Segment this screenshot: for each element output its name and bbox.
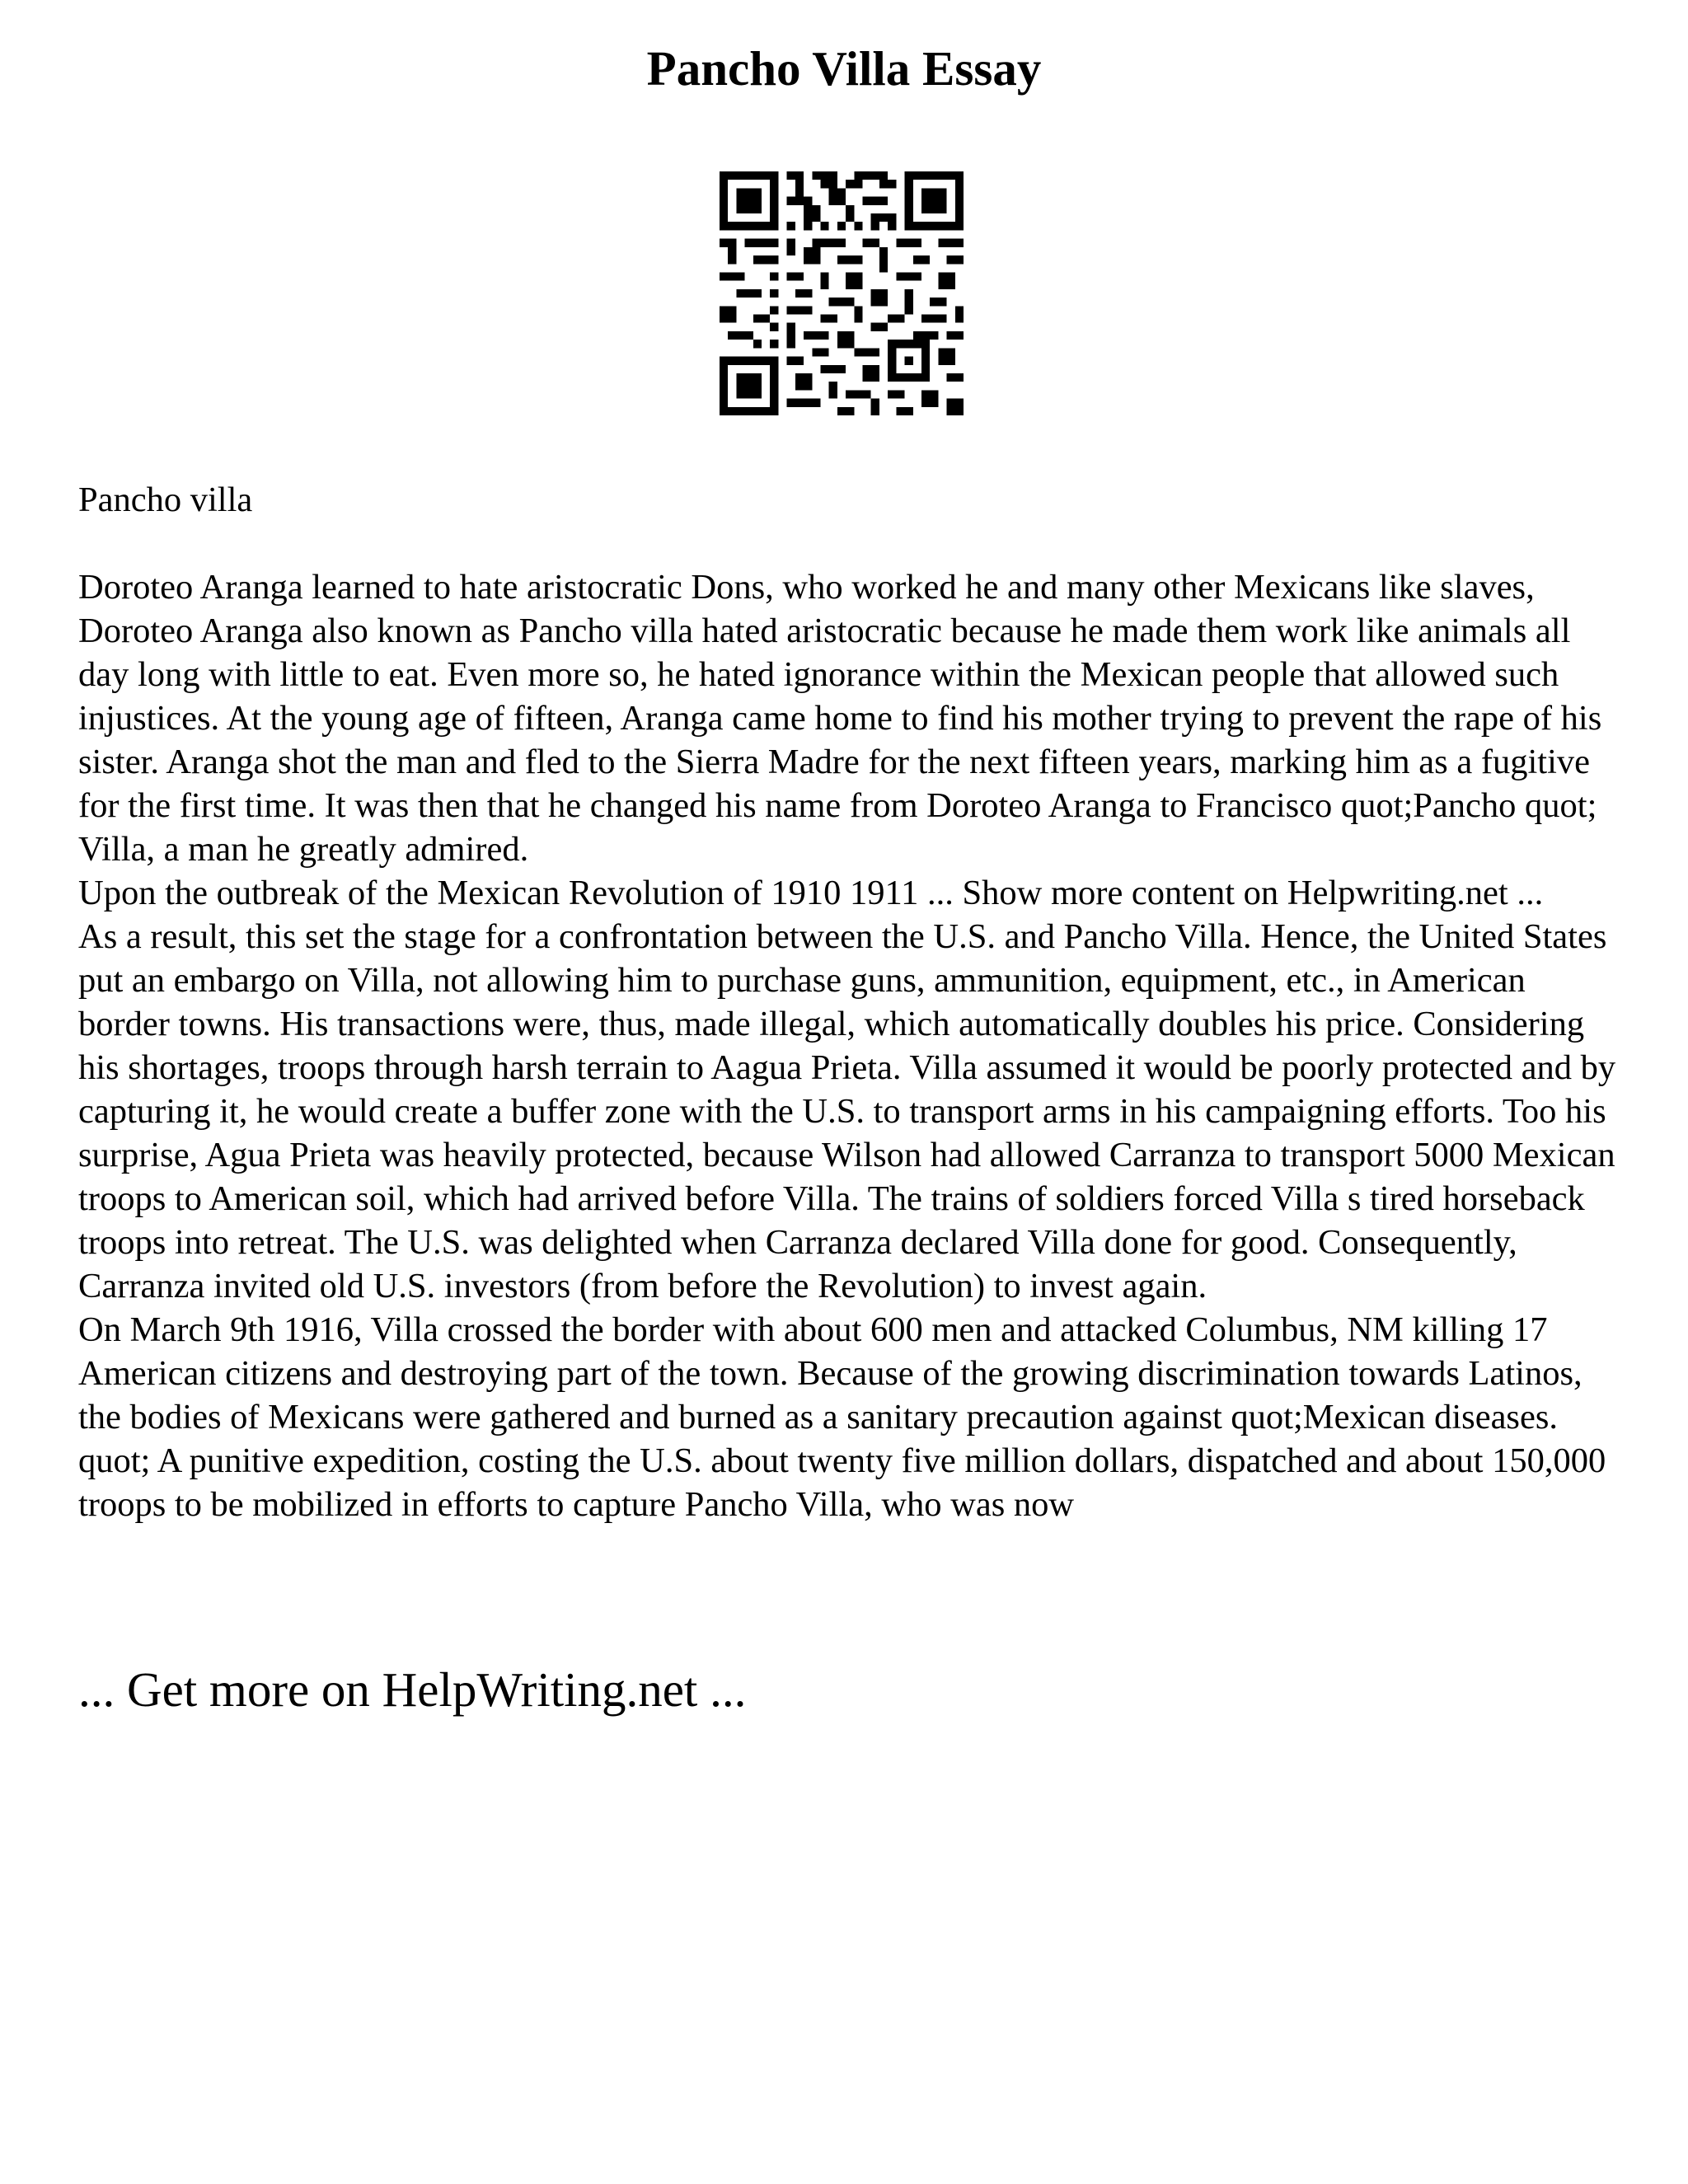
essay-paragraph: As a result, this set the stage for a confrontation between the U.S. and Pancho Villa. Hence, the United States put an embargo on Villa, not allowing him to purchase guns, ammunition, equipment, etc., in American border towns. His transactions were, thus, made illegal, which automatically doubles his price. Considering his shortages, troops through harsh terrain to Aagua Prieta. Villa assumed it would be poorly protected and by capturing it, he would create a buffer zone with the U.S. to transport arms in his campaigning efforts. Too his surprise, Agua Prieta was heavily protected, because Wilson had allowed Carranza to transport 5000 Mexican troops to American soil, which had arrived before Villa. The trains of soldiers forced Villa s tired horseback troops into retreat. The U.S. was delighted when Carranza declared Villa done for good. Consequently, Carranza invited old U.S. investors (from before the Revolution) to invest again. xyxy=(78,917,1616,1305)
essay-paragraph: On March 9th 1916, Villa crossed the border with about 600 men and attacked Columbus, NM killing 17 American citizens and destroying part of the town. Because of the growing discrimination towards Latinos, the bodies of Mexicans were gathered and burned as a sanitary precaution against quot;Mexican diseases. quot; A punitive expedition, costing the U.S. about twenty five million dollars, dispatched and about 150,000 troops to be mobilized in efforts to capture Pancho Villa, who was now xyxy=(78,1310,1606,1524)
essay-paragraph: Doroteo Aranga learned to hate aristocratic Dons, who worked he and many other Mexicans like slaves, Doroteo Aranga also known as Pancho villa hated aristocratic because he made them work like animals all day long with little to eat. Even more so, he hated ignorance within the Mexican people that allowed such injustices. At the young age of fifteen, Aranga came home to find his mother trying to prevent the rape of his sister. Aranga shot the man and fled to the Sierra Madre for the next fifteen years, marking him as a fugitive for the first time. It was then that he changed his name from Doroteo Aranga to Francisco quot;Pancho quot; Villa, a man he greatly admired. xyxy=(78,568,1602,869)
essay-paragraph: Upon the outbreak of the Mexican Revolution of 1910 1911 ... Show more content on Helpwriting.net ... xyxy=(78,874,1544,912)
qr-code-icon xyxy=(720,171,964,415)
get-more-link[interactable]: ... Get more on HelpWriting.net ... xyxy=(78,1662,747,1717)
page-title: Pancho Villa Essay xyxy=(646,41,1042,96)
essay-heading: Pancho villa xyxy=(78,480,253,519)
essay-body xyxy=(78,478,1620,1526)
